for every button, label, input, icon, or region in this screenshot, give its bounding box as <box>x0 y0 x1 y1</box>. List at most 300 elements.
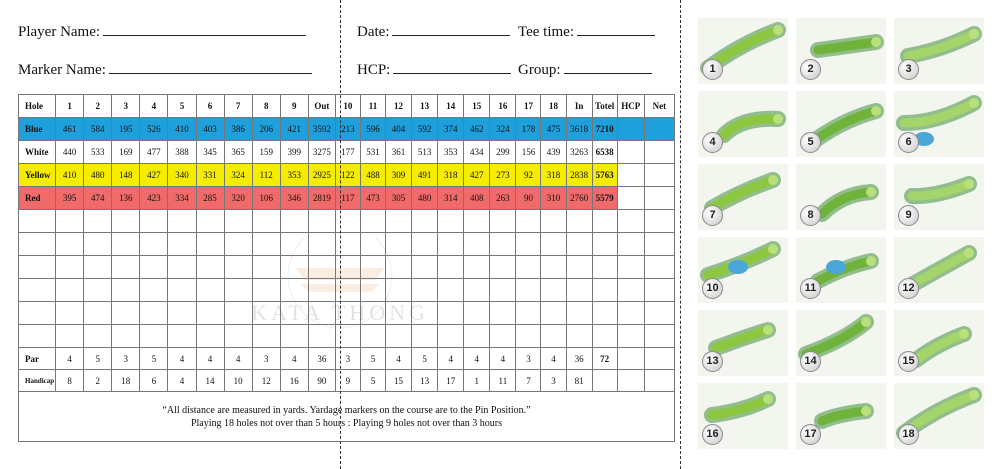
date-label: Date: <box>357 24 390 40</box>
hole-number-badge: 17 <box>800 424 821 445</box>
handicap-cell: 13 <box>412 370 438 392</box>
column-header: 15 <box>464 95 490 118</box>
score-cell[interactable] <box>224 279 252 302</box>
distance-cell: 480 <box>412 187 438 210</box>
score-cell[interactable] <box>490 325 516 348</box>
handicap-cell: 18 <box>112 370 140 392</box>
distance-cell: 408 <box>464 187 490 210</box>
score-cell[interactable] <box>516 256 541 279</box>
score-cell[interactable] <box>541 210 566 233</box>
player-score-row <box>19 279 675 302</box>
par-label: Par <box>19 348 56 370</box>
score-cell[interactable] <box>566 210 592 233</box>
score-cell[interactable] <box>56 233 84 256</box>
score-cell[interactable] <box>56 256 84 279</box>
score-cell[interactable] <box>516 325 541 348</box>
score-cell[interactable] <box>56 210 84 233</box>
score-cell[interactable] <box>360 325 385 348</box>
distance-cell: 345 <box>196 141 224 164</box>
score-cell[interactable] <box>252 302 280 325</box>
hole-map-15 <box>894 310 984 376</box>
group-field[interactable] <box>518 62 652 79</box>
hole-map-3 <box>894 18 984 84</box>
distance-cell: 5579 <box>592 187 617 210</box>
distance-cell: 346 <box>280 187 308 210</box>
player-score-row <box>19 325 675 348</box>
distance-cell: 106 <box>252 187 280 210</box>
score-cell[interactable] <box>252 210 280 233</box>
score-cell[interactable] <box>464 210 490 233</box>
score-cell[interactable] <box>19 279 56 302</box>
column-header: Hole <box>19 95 56 118</box>
distance-cell: 531 <box>360 141 385 164</box>
hole-number-badge: 8 <box>800 205 821 226</box>
hole-map-1 <box>698 18 788 84</box>
score-cell[interactable] <box>438 256 464 279</box>
score-cell[interactable] <box>412 325 438 348</box>
score-cell[interactable] <box>84 302 112 325</box>
score-cell[interactable] <box>386 302 412 325</box>
score-cell[interactable] <box>566 279 592 302</box>
score-cell[interactable] <box>412 279 438 302</box>
score-cell[interactable] <box>490 210 516 233</box>
hole-number-badge: 6 <box>898 132 919 153</box>
hole-map-18 <box>894 383 984 449</box>
score-cell[interactable] <box>112 302 140 325</box>
distance-cell: 136 <box>112 187 140 210</box>
score-cell[interactable] <box>541 233 566 256</box>
score-cell[interactable] <box>541 302 566 325</box>
score-cell[interactable] <box>308 279 335 302</box>
tee-row-blue <box>19 118 675 141</box>
score-cell[interactable] <box>617 348 644 370</box>
score-cell[interactable] <box>280 302 308 325</box>
par-row <box>19 348 675 370</box>
score-cell[interactable] <box>19 256 56 279</box>
distance-cell: 334 <box>168 187 196 210</box>
distance-cell: 2760 <box>566 187 592 210</box>
score-cell[interactable] <box>644 370 674 392</box>
score-cell[interactable] <box>617 210 644 233</box>
distance-cell: 477 <box>140 141 168 164</box>
handicap-cell: 5 <box>360 370 385 392</box>
score-cell[interactable] <box>252 279 280 302</box>
par-cell: 4 <box>386 348 412 370</box>
score-cell[interactable] <box>386 325 412 348</box>
distance-cell: 305 <box>386 187 412 210</box>
score-cell[interactable] <box>438 302 464 325</box>
group-label: Group: <box>518 62 561 78</box>
par-cell: 5 <box>412 348 438 370</box>
fold-line <box>340 0 341 469</box>
score-cell[interactable] <box>617 279 644 302</box>
score-cell[interactable] <box>112 256 140 279</box>
score-cell[interactable] <box>168 325 196 348</box>
score-cell[interactable] <box>617 370 644 392</box>
score-cell[interactable] <box>84 210 112 233</box>
par-cell: 4 <box>224 348 252 370</box>
hole-number-badge: 5 <box>800 132 821 153</box>
score-cell[interactable] <box>490 256 516 279</box>
score-cell[interactable] <box>112 325 140 348</box>
score-cell[interactable] <box>644 164 674 187</box>
tee-label: Yellow <box>19 164 56 187</box>
column-header: Totel <box>592 95 617 118</box>
column-header: 4 <box>140 95 168 118</box>
par-cell: 36 <box>566 348 592 370</box>
column-header: 11 <box>360 95 385 118</box>
distance-cell: 3275 <box>308 141 335 164</box>
distance-cell: 462 <box>464 118 490 141</box>
score-cell[interactable] <box>140 279 168 302</box>
score-cell[interactable] <box>592 325 617 348</box>
score-cell[interactable] <box>196 256 224 279</box>
score-cell[interactable] <box>541 325 566 348</box>
score-cell[interactable] <box>386 210 412 233</box>
score-cell[interactable] <box>168 302 196 325</box>
score-cell[interactable] <box>592 279 617 302</box>
score-cell[interactable] <box>140 210 168 233</box>
column-header: HCP <box>617 95 644 118</box>
score-cell[interactable] <box>412 256 438 279</box>
score-cell[interactable] <box>617 118 644 141</box>
score-cell[interactable] <box>592 302 617 325</box>
score-cell[interactable] <box>386 256 412 279</box>
distance-cell: 533 <box>84 141 112 164</box>
score-cell[interactable] <box>464 256 490 279</box>
distance-cell: 427 <box>464 164 490 187</box>
scorecard-table <box>18 94 675 442</box>
score-cell[interactable] <box>541 256 566 279</box>
handicap-cell: 4 <box>168 370 196 392</box>
score-cell[interactable] <box>644 118 674 141</box>
score-cell[interactable] <box>224 256 252 279</box>
score-cell[interactable] <box>464 325 490 348</box>
score-cell[interactable] <box>56 325 84 348</box>
score-cell[interactable] <box>196 302 224 325</box>
score-cell[interactable] <box>617 256 644 279</box>
hole-map-12 <box>894 237 984 303</box>
score-cell[interactable] <box>308 256 335 279</box>
handicap-row <box>19 370 675 392</box>
tee-time-field[interactable] <box>518 24 655 41</box>
score-cell[interactable] <box>140 325 168 348</box>
distance-cell: 159 <box>252 141 280 164</box>
hole-map-8 <box>796 164 886 230</box>
distance-cell: 3618 <box>566 118 592 141</box>
hole-number-badge: 9 <box>898 205 919 226</box>
par-cell: 3 <box>252 348 280 370</box>
distance-cell: 324 <box>224 164 252 187</box>
score-cell[interactable] <box>280 233 308 256</box>
score-cell[interactable] <box>360 279 385 302</box>
score-cell[interactable] <box>252 256 280 279</box>
score-cell[interactable] <box>592 370 617 392</box>
score-cell[interactable] <box>168 233 196 256</box>
par-cell: 3 <box>112 348 140 370</box>
distance-cell: 388 <box>168 141 196 164</box>
distance-cell: 285 <box>196 187 224 210</box>
score-cell[interactable] <box>308 233 335 256</box>
par-cell: 3 <box>335 348 360 370</box>
handicap-cell: 3 <box>541 370 566 392</box>
score-cell[interactable] <box>112 233 140 256</box>
handicap-cell: 8 <box>56 370 84 392</box>
hole-number-badge: 10 <box>702 278 723 299</box>
score-cell[interactable] <box>644 256 674 279</box>
score-cell[interactable] <box>252 233 280 256</box>
score-cell[interactable] <box>224 302 252 325</box>
handicap-cell: 6 <box>140 370 168 392</box>
score-cell[interactable] <box>644 325 674 348</box>
distance-cell: 353 <box>280 164 308 187</box>
distance-cell: 475 <box>541 118 566 141</box>
distance-cell: 434 <box>464 141 490 164</box>
score-cell[interactable] <box>617 141 644 164</box>
score-cell[interactable] <box>112 210 140 233</box>
distance-cell: 427 <box>140 164 168 187</box>
distance-cell: 299 <box>490 141 516 164</box>
column-header: 6 <box>196 95 224 118</box>
tee-label: Red <box>19 187 56 210</box>
score-cell[interactable] <box>280 256 308 279</box>
score-cell[interactable] <box>566 325 592 348</box>
score-cell[interactable] <box>112 279 140 302</box>
column-header: Out <box>308 95 335 118</box>
score-cell[interactable] <box>224 210 252 233</box>
distance-cell: 474 <box>84 187 112 210</box>
player-name-field[interactable] <box>18 24 306 41</box>
score-cell[interactable] <box>168 279 196 302</box>
score-cell[interactable] <box>592 256 617 279</box>
notes-row <box>19 392 675 442</box>
distance-cell: 117 <box>335 187 360 210</box>
score-cell[interactable] <box>644 348 674 370</box>
score-cell[interactable] <box>84 256 112 279</box>
score-cell[interactable] <box>84 325 112 348</box>
score-cell[interactable] <box>592 233 617 256</box>
score-cell[interactable] <box>308 210 335 233</box>
score-cell[interactable] <box>617 302 644 325</box>
column-header: 10 <box>335 95 360 118</box>
score-cell[interactable] <box>56 279 84 302</box>
score-cell[interactable] <box>644 279 674 302</box>
tee-row-white <box>19 141 675 164</box>
score-cell[interactable] <box>490 233 516 256</box>
score-cell[interactable] <box>617 164 644 187</box>
score-cell[interactable] <box>644 210 674 233</box>
score-cell[interactable] <box>516 210 541 233</box>
score-cell[interactable] <box>592 210 617 233</box>
score-cell[interactable] <box>84 279 112 302</box>
hole-number-badge: 16 <box>702 424 723 445</box>
handicap-cell: 10 <box>224 370 252 392</box>
score-cell[interactable] <box>617 187 644 210</box>
column-header: 8 <box>252 95 280 118</box>
score-cell[interactable] <box>19 210 56 233</box>
score-cell[interactable] <box>308 325 335 348</box>
column-header: 18 <box>541 95 566 118</box>
distance-cell: 513 <box>412 141 438 164</box>
column-header: 2 <box>84 95 112 118</box>
marker-name-field[interactable] <box>18 62 312 79</box>
hole-number-badge: 11 <box>800 278 821 299</box>
score-cell[interactable] <box>464 279 490 302</box>
score-cell[interactable] <box>19 325 56 348</box>
score-cell[interactable] <box>360 302 385 325</box>
tee-label: White <box>19 141 56 164</box>
hole-number-badge: 7 <box>702 205 723 226</box>
par-cell: 72 <box>592 348 617 370</box>
score-cell[interactable] <box>252 325 280 348</box>
distance-cell: 6538 <box>592 141 617 164</box>
score-cell[interactable] <box>386 233 412 256</box>
score-cell[interactable] <box>617 233 644 256</box>
watermark-text: KATA THONG <box>251 300 429 325</box>
distance-cell: 461 <box>56 118 84 141</box>
score-cell[interactable] <box>140 233 168 256</box>
par-cell: 5 <box>360 348 385 370</box>
score-cell[interactable] <box>464 233 490 256</box>
note-line: Playing 18 holes not over than 5 hours : Playing 9 holes not over than 3 hours <box>190 417 503 429</box>
distance-cell: 324 <box>490 118 516 141</box>
handicap-cell: 11 <box>490 370 516 392</box>
score-cell[interactable] <box>280 210 308 233</box>
tee-time-label: Tee time: <box>518 24 575 40</box>
score-cell[interactable] <box>464 302 490 325</box>
distance-cell: 213 <box>335 118 360 141</box>
column-header: 1 <box>56 95 84 118</box>
score-cell[interactable] <box>84 233 112 256</box>
player-score-row <box>19 256 675 279</box>
tee-label: Blue <box>19 118 56 141</box>
score-cell[interactable] <box>490 279 516 302</box>
score-cell[interactable] <box>140 256 168 279</box>
hole-map-5 <box>796 91 886 157</box>
score-cell[interactable] <box>196 325 224 348</box>
date-field[interactable] <box>357 24 510 41</box>
score-cell[interactable] <box>140 302 168 325</box>
distance-cell: 3263 <box>566 141 592 164</box>
score-cell[interactable] <box>224 325 252 348</box>
distance-cell: 112 <box>252 164 280 187</box>
distance-cell: 320 <box>224 187 252 210</box>
distance-cell: 361 <box>386 141 412 164</box>
distance-cell: 263 <box>490 187 516 210</box>
score-cell[interactable] <box>280 325 308 348</box>
distance-cell: 2819 <box>308 187 335 210</box>
distance-cell: 206 <box>252 118 280 141</box>
score-cell[interactable] <box>644 233 674 256</box>
score-cell[interactable] <box>438 233 464 256</box>
score-cell[interactable] <box>196 279 224 302</box>
score-cell[interactable] <box>541 279 566 302</box>
score-cell[interactable] <box>56 302 84 325</box>
score-cell[interactable] <box>516 279 541 302</box>
score-cell[interactable] <box>19 302 56 325</box>
distance-cell: 177 <box>335 141 360 164</box>
distance-cell: 169 <box>112 141 140 164</box>
column-header: In <box>566 95 592 118</box>
score-cell[interactable] <box>280 279 308 302</box>
player-name-label: Player Name: <box>18 24 101 40</box>
tee-row-red <box>19 187 675 210</box>
player-score-row <box>19 210 675 233</box>
distance-cell: 439 <box>541 141 566 164</box>
distance-cell: 403 <box>196 118 224 141</box>
hole-map-11 <box>796 237 886 303</box>
distance-cell: 331 <box>196 164 224 187</box>
par-cell: 4 <box>280 348 308 370</box>
distance-cell: 353 <box>438 141 464 164</box>
hole-map-9 <box>894 164 984 230</box>
score-cell[interactable] <box>19 233 56 256</box>
score-cell[interactable] <box>168 210 196 233</box>
score-cell[interactable] <box>412 233 438 256</box>
player-score-row <box>19 233 675 256</box>
distance-cell: 156 <box>516 141 541 164</box>
score-cell[interactable] <box>196 233 224 256</box>
score-cell[interactable] <box>438 279 464 302</box>
score-cell[interactable] <box>360 210 385 233</box>
par-cell: 36 <box>308 348 335 370</box>
score-cell[interactable] <box>308 302 335 325</box>
handicap-cell: 2 <box>84 370 112 392</box>
score-cell[interactable] <box>516 233 541 256</box>
score-cell[interactable] <box>644 141 674 164</box>
score-cell[interactable] <box>566 233 592 256</box>
handicap-label: Handicap <box>19 370 56 392</box>
score-cell[interactable] <box>360 233 385 256</box>
distance-cell: 592 <box>412 118 438 141</box>
handicap-cell: 16 <box>280 370 308 392</box>
score-cell[interactable] <box>566 302 592 325</box>
score-cell[interactable] <box>566 256 592 279</box>
score-cell[interactable] <box>360 256 385 279</box>
distance-cell: 440 <box>56 141 84 164</box>
hole-number-badge: 15 <box>898 351 919 372</box>
score-cell[interactable] <box>644 187 674 210</box>
hole-map-4 <box>698 91 788 157</box>
score-cell[interactable] <box>412 302 438 325</box>
score-cell[interactable] <box>644 302 674 325</box>
score-cell[interactable] <box>168 256 196 279</box>
column-header: 14 <box>438 95 464 118</box>
score-cell[interactable] <box>386 279 412 302</box>
column-header: 3 <box>112 95 140 118</box>
par-cell: 4 <box>168 348 196 370</box>
distance-cell: 7210 <box>592 118 617 141</box>
column-header: 17 <box>516 95 541 118</box>
handicap-cell: 15 <box>386 370 412 392</box>
score-cell[interactable] <box>438 210 464 233</box>
hole-number-badge: 12 <box>898 278 919 299</box>
score-cell[interactable] <box>438 325 464 348</box>
score-cell[interactable] <box>412 210 438 233</box>
score-cell[interactable] <box>516 302 541 325</box>
handicap-cell: 81 <box>566 370 592 392</box>
hole-number-badge: 13 <box>702 351 723 372</box>
score-cell[interactable] <box>617 325 644 348</box>
score-cell[interactable] <box>196 210 224 233</box>
hole-number-badge: 4 <box>702 132 723 153</box>
distance-cell: 92 <box>516 164 541 187</box>
score-cell[interactable] <box>224 233 252 256</box>
hole-map-2 <box>796 18 886 84</box>
distance-cell: 596 <box>360 118 385 141</box>
score-cell[interactable] <box>490 302 516 325</box>
hcp-field[interactable] <box>357 62 511 79</box>
